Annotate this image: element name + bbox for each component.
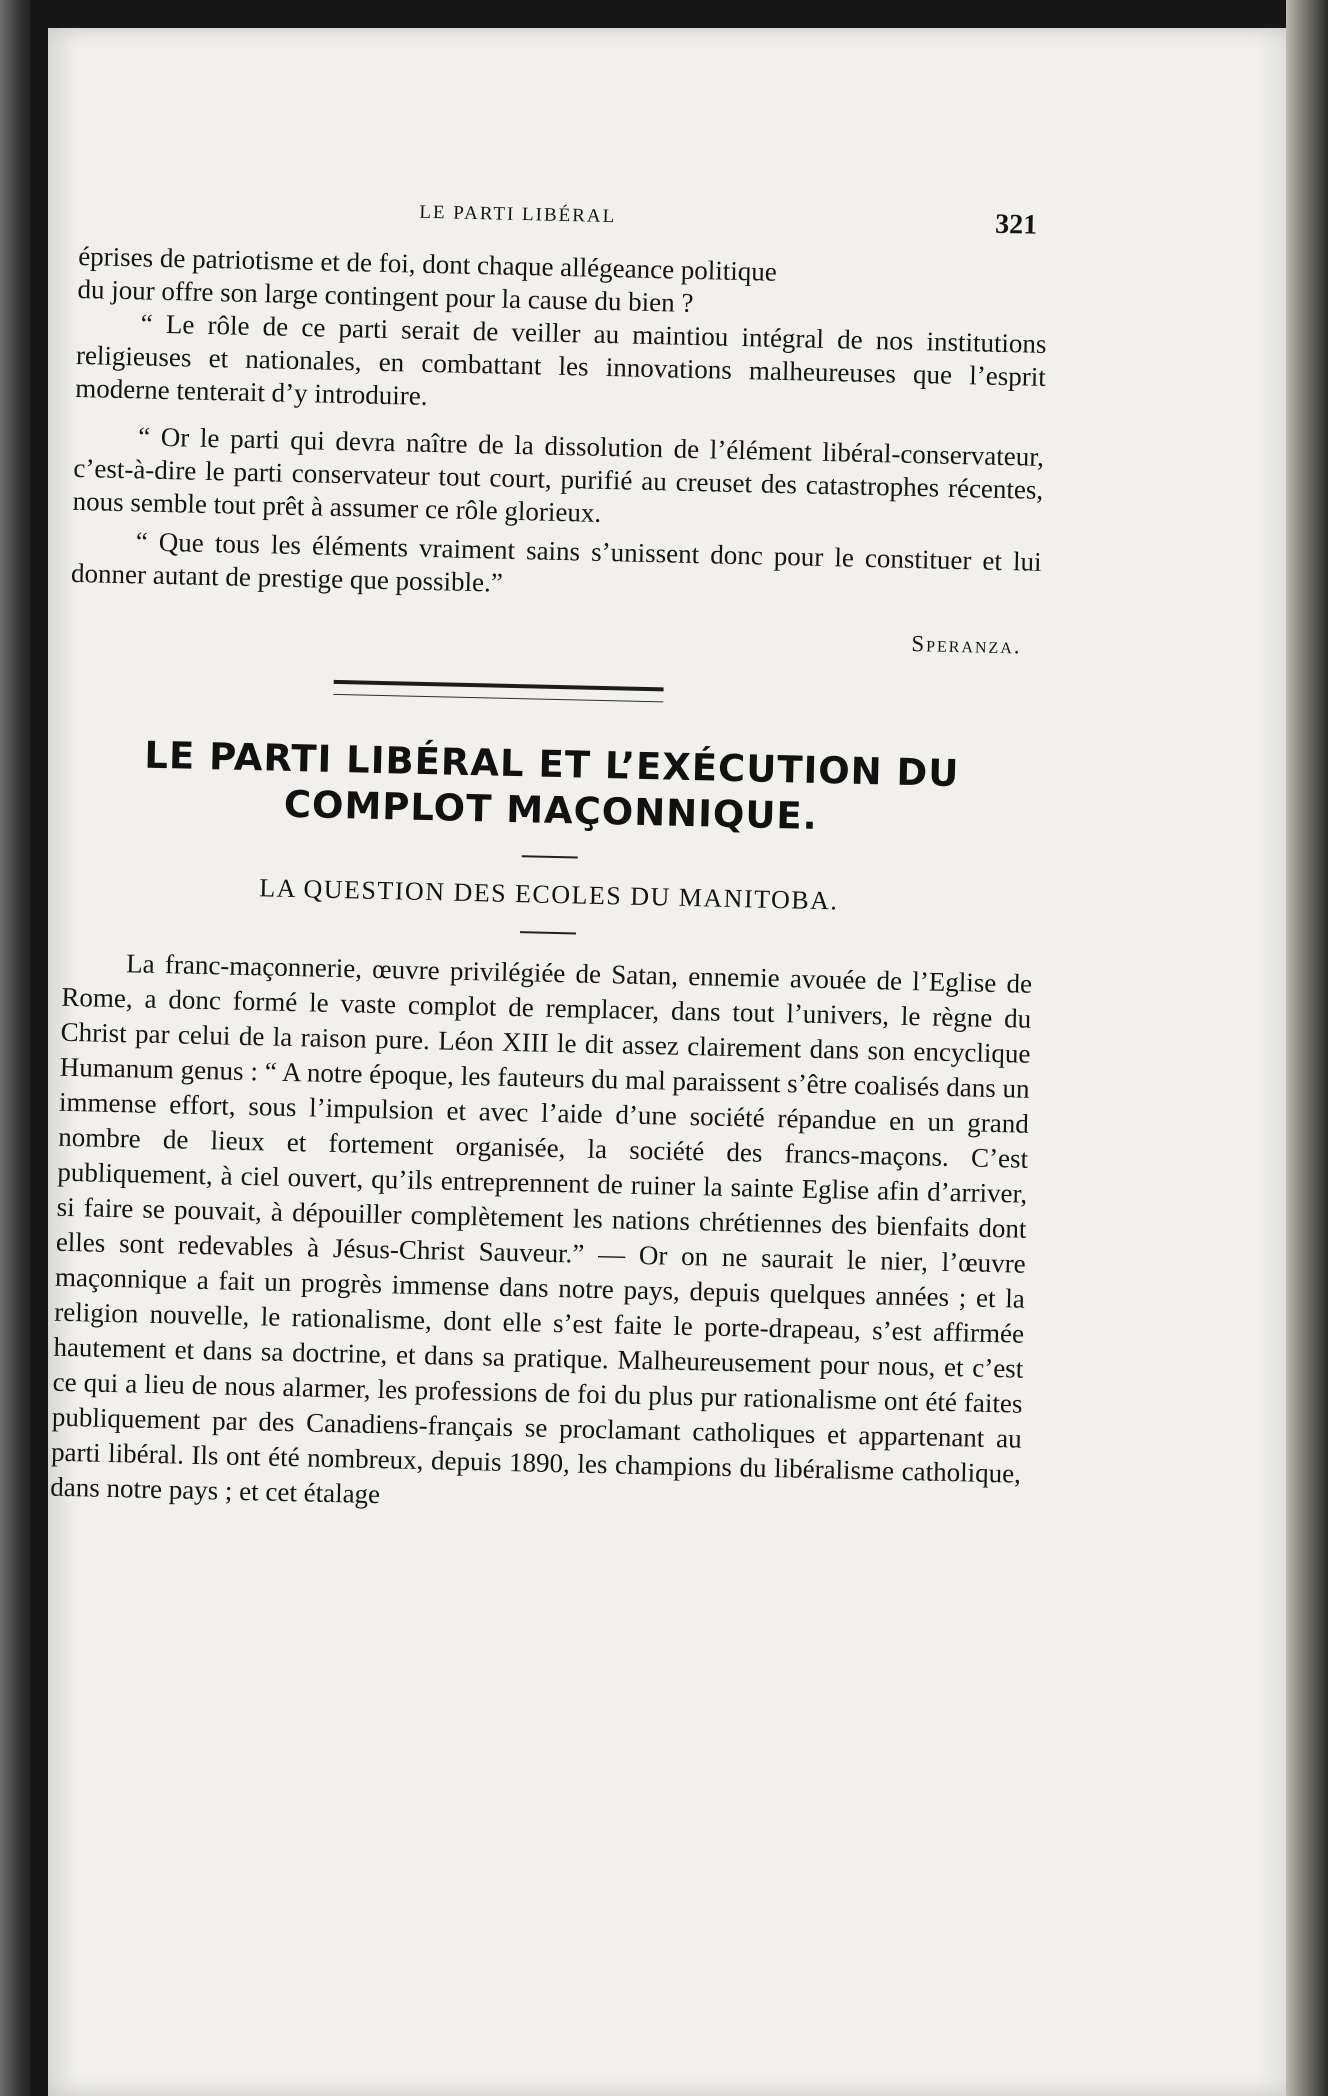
quote-paragraph: “ Que tous les éléments vraiment sains s’unissent donc pour le constituer et lui donner autant de prestige que possible.” bbox=[70, 526, 1042, 598]
running-title: LE PARTI LIBÉRAL bbox=[419, 201, 617, 228]
article-title bbox=[65, 731, 1037, 845]
article-title-line: COMPLOT MAÇONNIQUE. bbox=[283, 782, 819, 838]
quote-line: éprises de patriotisme et de foi, dont chaque allégeance politique bbox=[77, 240, 778, 287]
quote-paragraph: “ Or le parti qui devra naître de la dissolution de l’élément libéral-conservateur, c’est-à-dire le parti conservateur tout court, purifié au creuset des catastrophes récentes, nous semble tout prêt à assumer ce rôle glorieux. bbox=[72, 421, 1045, 528]
body-paragraph: La franc-maçonnerie, œuvre privilégiée de Satan, ennemie avouée de l’Eglise de Rome, a donc formé le vaste complot de remplacer, dans tout l’univers, le règne du Christ par celui de la raison pure. Léon XIII le dit assez clairement dans son encyclique Humanum genus : “ A notre époque, les fauteurs du mal paraissent s’être coalisés dans un immense effort, sous l’impulsion et avec l’aide d’une société répandue en un grand nombre de lieux et fortement organisée, la société des francs-maçons. C’est publiquement, à ciel ouvert, qu’ils entreprennent de ruiner la sainte Eglise afin d’arriver, si faire se pouvait, à dépouiller complètement les nations chrétiennes des bienfaits dont elles sont redevables à Jésus-Christ Sauveur.” — Or on ne saurait le nier, l’œuvre maçonnique a fait un progrès immense dans notre pays, depuis quelques années ; et la religion nouvelle, le rationalisme, dont elle s’est faite le porte-drapeau, s’est affirmée hautement et dans sa doctrine, et dans sa pratique. Malheureusement pour nous, et c’est ce qui a lieu de nous alarmer, les professions de foi du plus pur rationalisme ont été faites publiquement par des Canadiens-français se proclamant catholiques et appartenant au parti libéral. Ils ont été nombreux, depuis 1890, les champions du libéralisme catholique, dans notre pays ; et cet étalage bbox=[50, 948, 1033, 1510]
article-title-line: LE PARTI LIBÉRAL ET L’EXÉCUTION DU bbox=[143, 733, 960, 796]
previous-page-edge bbox=[0, 0, 30, 2096]
quote-line: du jour offre son large contingent pour la cause du bien ? bbox=[77, 273, 694, 318]
article-subtitle: LA QUESTION DES ECOLES DU MANITOBA. bbox=[259, 873, 839, 916]
subtitle-rule bbox=[520, 931, 576, 934]
quote-paragraph: “ Le rôle de ce parti serait de veiller au maintiou intégral de nos institutions religieuses et nationales, en combattant les innovations malheureuses que l’esprit moderne tenterait d’y introduire. bbox=[74, 308, 1047, 411]
page-number: 321 bbox=[994, 208, 1038, 241]
signature: Speranza. bbox=[911, 630, 1022, 659]
title-rule bbox=[522, 855, 578, 858]
book-edge bbox=[1286, 0, 1328, 2096]
quoted-letter bbox=[70, 240, 1049, 660]
article-body bbox=[50, 945, 1032, 1527]
section-divider bbox=[333, 680, 663, 702]
page-content bbox=[50, 180, 1050, 1527]
